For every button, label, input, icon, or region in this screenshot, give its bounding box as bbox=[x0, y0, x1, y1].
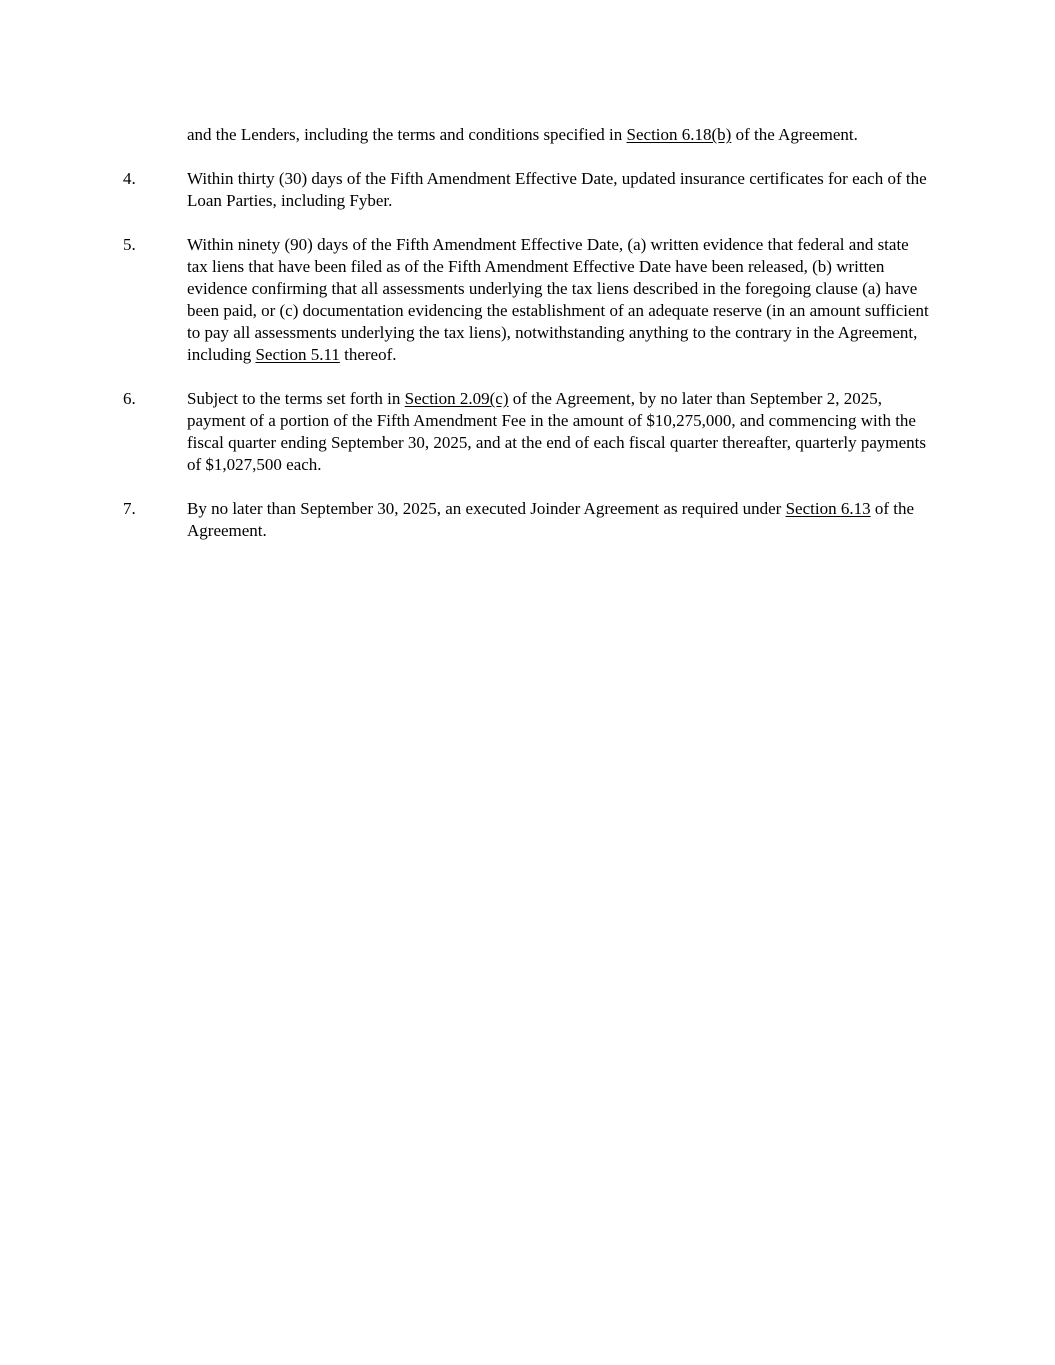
list-item bbox=[123, 498, 933, 542]
item-number: 4. bbox=[123, 169, 136, 188]
continuation-paragraph bbox=[187, 124, 930, 146]
document-body bbox=[123, 124, 933, 542]
item-number: 5. bbox=[123, 235, 136, 254]
text-run: Within ninety (90) days of the Fifth Amendment Effective Date, (a) written evidence that federal and state tax liens that have been filed as of the Fifth Amendment Effective Date have been released, (b) written evidence confirming that all assessments underlying the tax liens described in the foregoing clause (a) have been paid, or (c) documentation evidencing the establishment of an adequate reserve (in an amount sufficient to pay all assessments underlying the tax liens), notwithstanding anything to the contrary in the Agreement, including bbox=[187, 235, 929, 364]
item-text bbox=[187, 388, 930, 476]
text-run: of the Agreement, by no later than September 2, 2025, payment of a portion of the Fifth Amendment Fee in the amount of $10,275,000, and commencing with the fiscal quarter ending September 30, 2025, and at the end of each fiscal quarter thereafter, quarterly payments of $1,027,500 each. bbox=[187, 389, 926, 474]
list-item bbox=[123, 388, 933, 476]
text-run: of the Agreement. bbox=[731, 125, 858, 144]
text-run: and the Lenders, including the terms and conditions specified in bbox=[187, 125, 627, 144]
text-run: By no later than September 30, 2025, an executed Joinder Agreement as required under bbox=[187, 499, 786, 518]
item-number: 6. bbox=[123, 389, 136, 408]
item-text bbox=[187, 234, 930, 366]
section-reference: Section 6.13 bbox=[785, 499, 871, 518]
section-reference: Section 2.09(c) bbox=[404, 389, 509, 408]
section-reference: Section 5.11 bbox=[255, 345, 340, 364]
list-item bbox=[123, 234, 933, 366]
list-item bbox=[123, 168, 933, 212]
section-reference: Section 6.18(b) bbox=[626, 125, 732, 144]
text-run: Subject to the terms set forth in bbox=[187, 389, 405, 408]
item-text bbox=[187, 498, 930, 542]
item-text bbox=[187, 168, 930, 212]
numbered-list bbox=[123, 168, 933, 542]
text-run: Within thirty (30) days of the Fifth Amendment Effective Date, updated insurance certificates for each of the Loan Parties, including Fyber. bbox=[187, 169, 927, 210]
text-run: of the Agreement. bbox=[187, 499, 915, 540]
text-run: thereof. bbox=[339, 345, 397, 364]
item-number: 7. bbox=[123, 499, 136, 518]
